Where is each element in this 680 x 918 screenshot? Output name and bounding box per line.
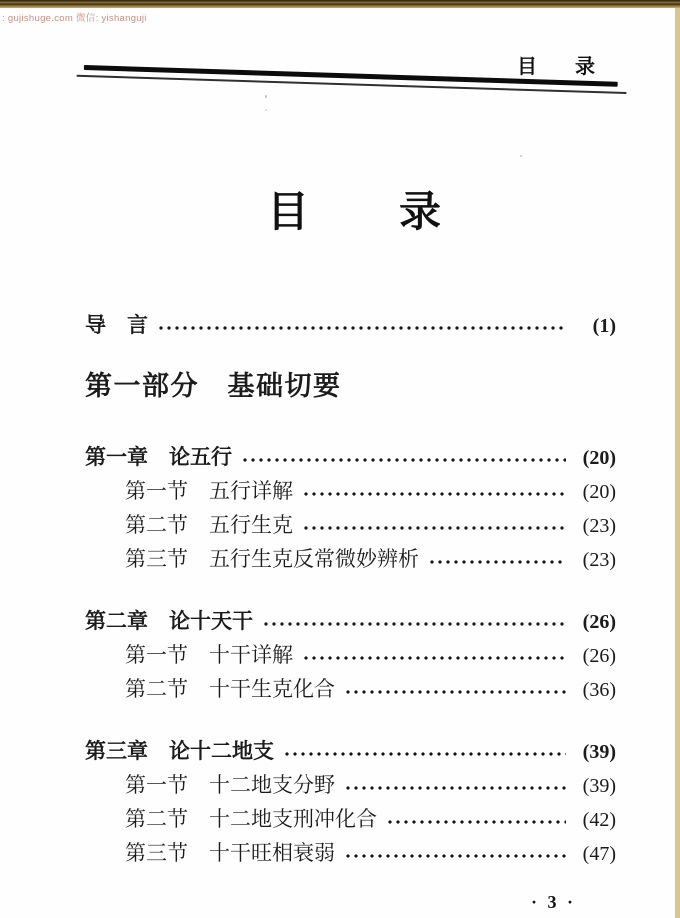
running-head-title: 目 录 <box>517 56 604 78</box>
toc-entry-page-number: (20) <box>582 447 616 469</box>
toc-entry-page-number: (42) <box>582 809 616 831</box>
dot-leader <box>344 851 566 861</box>
dot-leader <box>262 619 566 629</box>
toc-entry-label: 第一部分 基础切要 <box>85 371 342 401</box>
dot-leader <box>428 557 566 567</box>
toc-entry-page-number: (23) <box>582 515 616 537</box>
toc-entry-label: 第一章 论五行 <box>85 446 232 469</box>
toc-list <box>85 314 616 866</box>
dot-leader <box>386 817 566 827</box>
toc-entry-label: 第二章 论十天干 <box>85 610 253 633</box>
toc-entry-page-number: (1) <box>592 315 616 337</box>
scan-speck <box>520 155 522 157</box>
toc-entry <box>85 842 616 866</box>
dot-leader <box>302 523 566 533</box>
toc-entry <box>85 678 616 702</box>
toc-entry-label: 第一节 五行详解 <box>125 480 293 503</box>
toc-entry <box>85 808 616 832</box>
toc-entry-label: 第三章 论十二地支 <box>85 740 274 763</box>
toc-entry-page-number: (36) <box>582 679 616 701</box>
toc-entry-label: 第三节 十干旺相衰弱 <box>125 842 335 865</box>
watermark-text: : gujishuge.com 微信: yishanguji <box>2 13 147 24</box>
dot-leader <box>283 749 566 759</box>
scan-edge-right-strip <box>675 8 680 918</box>
toc-entry <box>85 314 616 338</box>
toc-entry <box>85 446 616 470</box>
toc-entry <box>85 548 616 572</box>
toc-entry <box>85 610 616 634</box>
toc-entry <box>85 644 616 668</box>
toc-entry <box>85 774 616 798</box>
toc-entry-label: 第一节 十二地支分野 <box>125 774 335 797</box>
folio-page-number: · 3 · <box>530 892 576 912</box>
dot-leader <box>157 323 566 333</box>
toc-entry-page-number: (39) <box>582 775 616 797</box>
dot-leader <box>302 489 566 499</box>
toc-entry-page-number: (26) <box>582 645 616 667</box>
toc-entry <box>85 480 616 504</box>
dot-leader <box>344 687 566 697</box>
toc-entry-label: 第一节 十干详解 <box>125 644 293 667</box>
toc-entry <box>85 371 616 401</box>
toc-entry <box>85 740 616 764</box>
toc-entry-label: 第二节 五行生克 <box>125 514 293 537</box>
dot-leader <box>302 653 566 663</box>
scan-speck <box>265 95 267 98</box>
dot-leader <box>241 455 566 465</box>
toc-entry-page-number: (23) <box>582 549 616 571</box>
dot-leader <box>344 783 566 793</box>
toc-entry <box>85 514 616 538</box>
toc-entry-label: 第二节 十二地支刑冲化合 <box>125 808 377 831</box>
toc-entry-label: 第二节 十干生克化合 <box>125 678 335 701</box>
page-title: 目 录 <box>266 188 443 235</box>
toc-entry-label: 第三节 五行生克反常微妙辨析 <box>125 548 419 571</box>
toc-entry-page-number: (39) <box>582 741 616 763</box>
toc-entry-page-number: (20) <box>582 481 616 503</box>
toc-entry-page-number: (47) <box>582 843 616 865</box>
toc-entry-label: 导 言 <box>85 314 148 337</box>
scan-edge-top-strip <box>0 0 680 8</box>
scan-speck <box>265 109 267 111</box>
toc-entry-page-number: (26) <box>582 611 616 633</box>
